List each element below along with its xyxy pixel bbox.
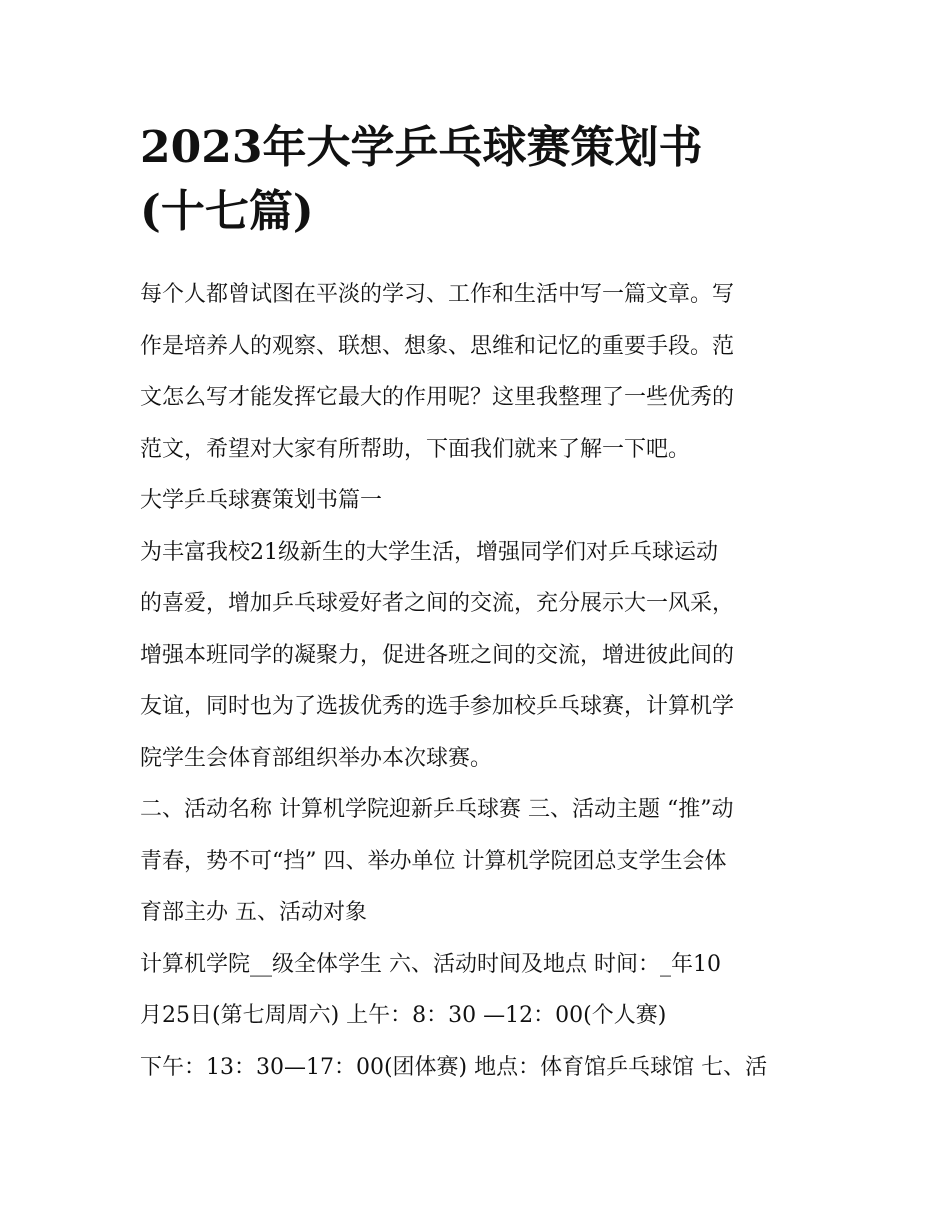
purpose-paragraph (140, 527, 810, 785)
text-line: 下午：13：30—17：00(团体赛) 地点：体育馆乒乓球馆 七、活 (140, 1054, 768, 1080)
section-heading (140, 475, 810, 527)
text-line: 的喜爱，增加乒乓球爱好者之间的交流，充分展示大一风采， (140, 591, 735, 616)
text-line: 作是培养人的观察、联想、想象、思维和记忆的重要手段。范 (140, 333, 735, 359)
text-line: 范文，希望对大家有所帮助，下面我们就来了解一下吧。 (140, 436, 691, 462)
text-line: 大学乒乓球赛策划书篇一 (140, 488, 383, 513)
target-time-paragraph (140, 939, 810, 1042)
text-line: 青春，势不可“挡” 四、举办单位 计算机学院团总支学生会体 (140, 848, 727, 874)
activity-info-paragraph (140, 784, 810, 939)
document-body (140, 269, 810, 1093)
intro-paragraph (140, 269, 810, 475)
text-line: 月25日(第七周周六) 上午：8：30 —12：00(个人赛) (140, 1003, 667, 1028)
text-line: 为丰富我校21级新生的大学生活，增强同学们对乒乓球运动 (140, 539, 718, 565)
title-line-1: 2023年大学乒乓球赛策划书 (140, 122, 703, 173)
text-line: 院学生会体育部组织举办本次球赛。 (140, 745, 493, 771)
text-line: 每个人都曾试图在平淡的学习、工作和生活中写一篇文章。写 (140, 282, 735, 307)
text-line: 二、活动名称 计算机学院迎新乒乓球赛 三、活动主题 “推”动 (140, 797, 734, 822)
title-line-2: (十七篇) (140, 186, 314, 237)
text-line: 友谊，同时也为了选拔优秀的选手参加校乒乓球赛，计算机学 (140, 694, 735, 719)
text-line: 文怎么写才能发挥它最大的作用呢？这里我整理了一些优秀的 (140, 385, 735, 410)
document-title (140, 116, 810, 244)
text-line: 育部主办 五、活动对象 (140, 900, 367, 925)
text-line: 增强本班同学的凝聚力，促进各班之间的交流，增进彼此间的 (140, 642, 735, 668)
document-content (140, 116, 810, 1093)
afternoon-location-paragraph (140, 1042, 810, 1094)
text-line: 计算机学院__级全体学生 六、活动时间及地点 时间：_年10 (140, 951, 721, 977)
